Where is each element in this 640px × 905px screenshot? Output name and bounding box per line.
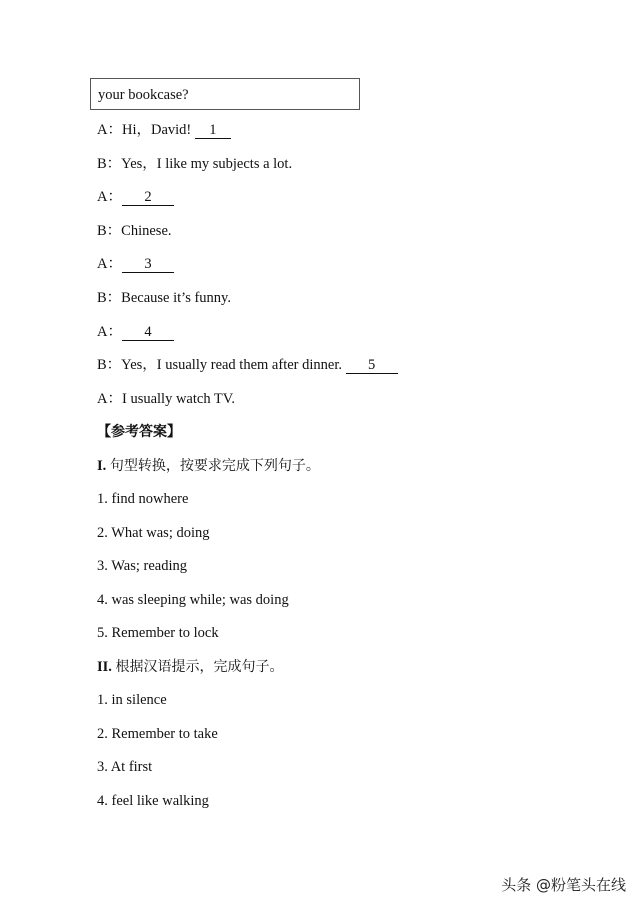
speaker-label: A： [97, 256, 122, 272]
section-2-title [97, 658, 284, 676]
answer-blank-1: 1 [195, 122, 231, 139]
section-title-text: 根据汉语提示，完成句子。 [115, 659, 284, 675]
list-item: 3. At first [97, 759, 153, 775]
dialogue-text: Hi，David! [121, 122, 195, 138]
list-item: 1. find nowhere [97, 491, 189, 507]
list-item: 1. in silence [97, 692, 167, 708]
answer-blank-4: 4 [122, 324, 174, 341]
box-text: your bookcase? [98, 87, 189, 103]
speaker-label: A： [97, 189, 122, 205]
list-item: 5. Remember to lock [97, 625, 219, 641]
section-numeral: I. [97, 458, 107, 474]
speaker-label: B： [97, 223, 122, 239]
answer-blank-2: 2 [122, 189, 174, 206]
section-title-text: 句型转换，按要求完成下列句子。 [109, 458, 320, 474]
list-item: 2. Remember to take [97, 726, 218, 742]
list-item: 4. was sleeping while; was doing [97, 592, 289, 608]
watermark: 头条 @粉笔头在线 [501, 876, 626, 894]
dialogue-line-5 [97, 255, 174, 273]
speaker-label: B： [97, 156, 122, 172]
list-item: 4. feel like walking [97, 793, 209, 809]
section-1-title [97, 457, 320, 475]
dialogue-text: Yes，I like my subjects a lot. [121, 156, 293, 172]
dialogue-line-2 [97, 155, 292, 173]
list-item: 2. What was; doing [97, 525, 210, 541]
dialogue-line-9 [97, 390, 235, 408]
speaker-label: B： [97, 357, 122, 373]
answer-heading: 【参考答案】 [97, 424, 181, 440]
answer-blank-3: 3 [122, 256, 174, 273]
dialogue-text: I usually watch TV. [121, 391, 236, 407]
speaker-label: A： [97, 122, 122, 138]
dialogue-line-8 [97, 356, 398, 374]
list-item: 3. Was; reading [97, 558, 187, 574]
dialogue-text: Because it’s funny. [121, 290, 231, 306]
dialogue-line-1 [97, 121, 231, 139]
section-numeral: II. [97, 659, 112, 675]
dialogue-line-3 [97, 188, 174, 206]
dialogue-text: Yes，I usually read them after dinner. [121, 357, 346, 373]
dialogue-text: Chinese. [121, 223, 172, 239]
dialogue-line-4 [97, 222, 172, 240]
dialogue-line-7 [97, 323, 174, 341]
dialogue-line-6 [97, 289, 231, 307]
answer-blank-5: 5 [346, 357, 398, 374]
speaker-label: B： [97, 290, 122, 306]
speaker-label: A： [97, 324, 122, 340]
bookcase-question-box [90, 78, 360, 110]
speaker-label: A： [97, 391, 122, 407]
